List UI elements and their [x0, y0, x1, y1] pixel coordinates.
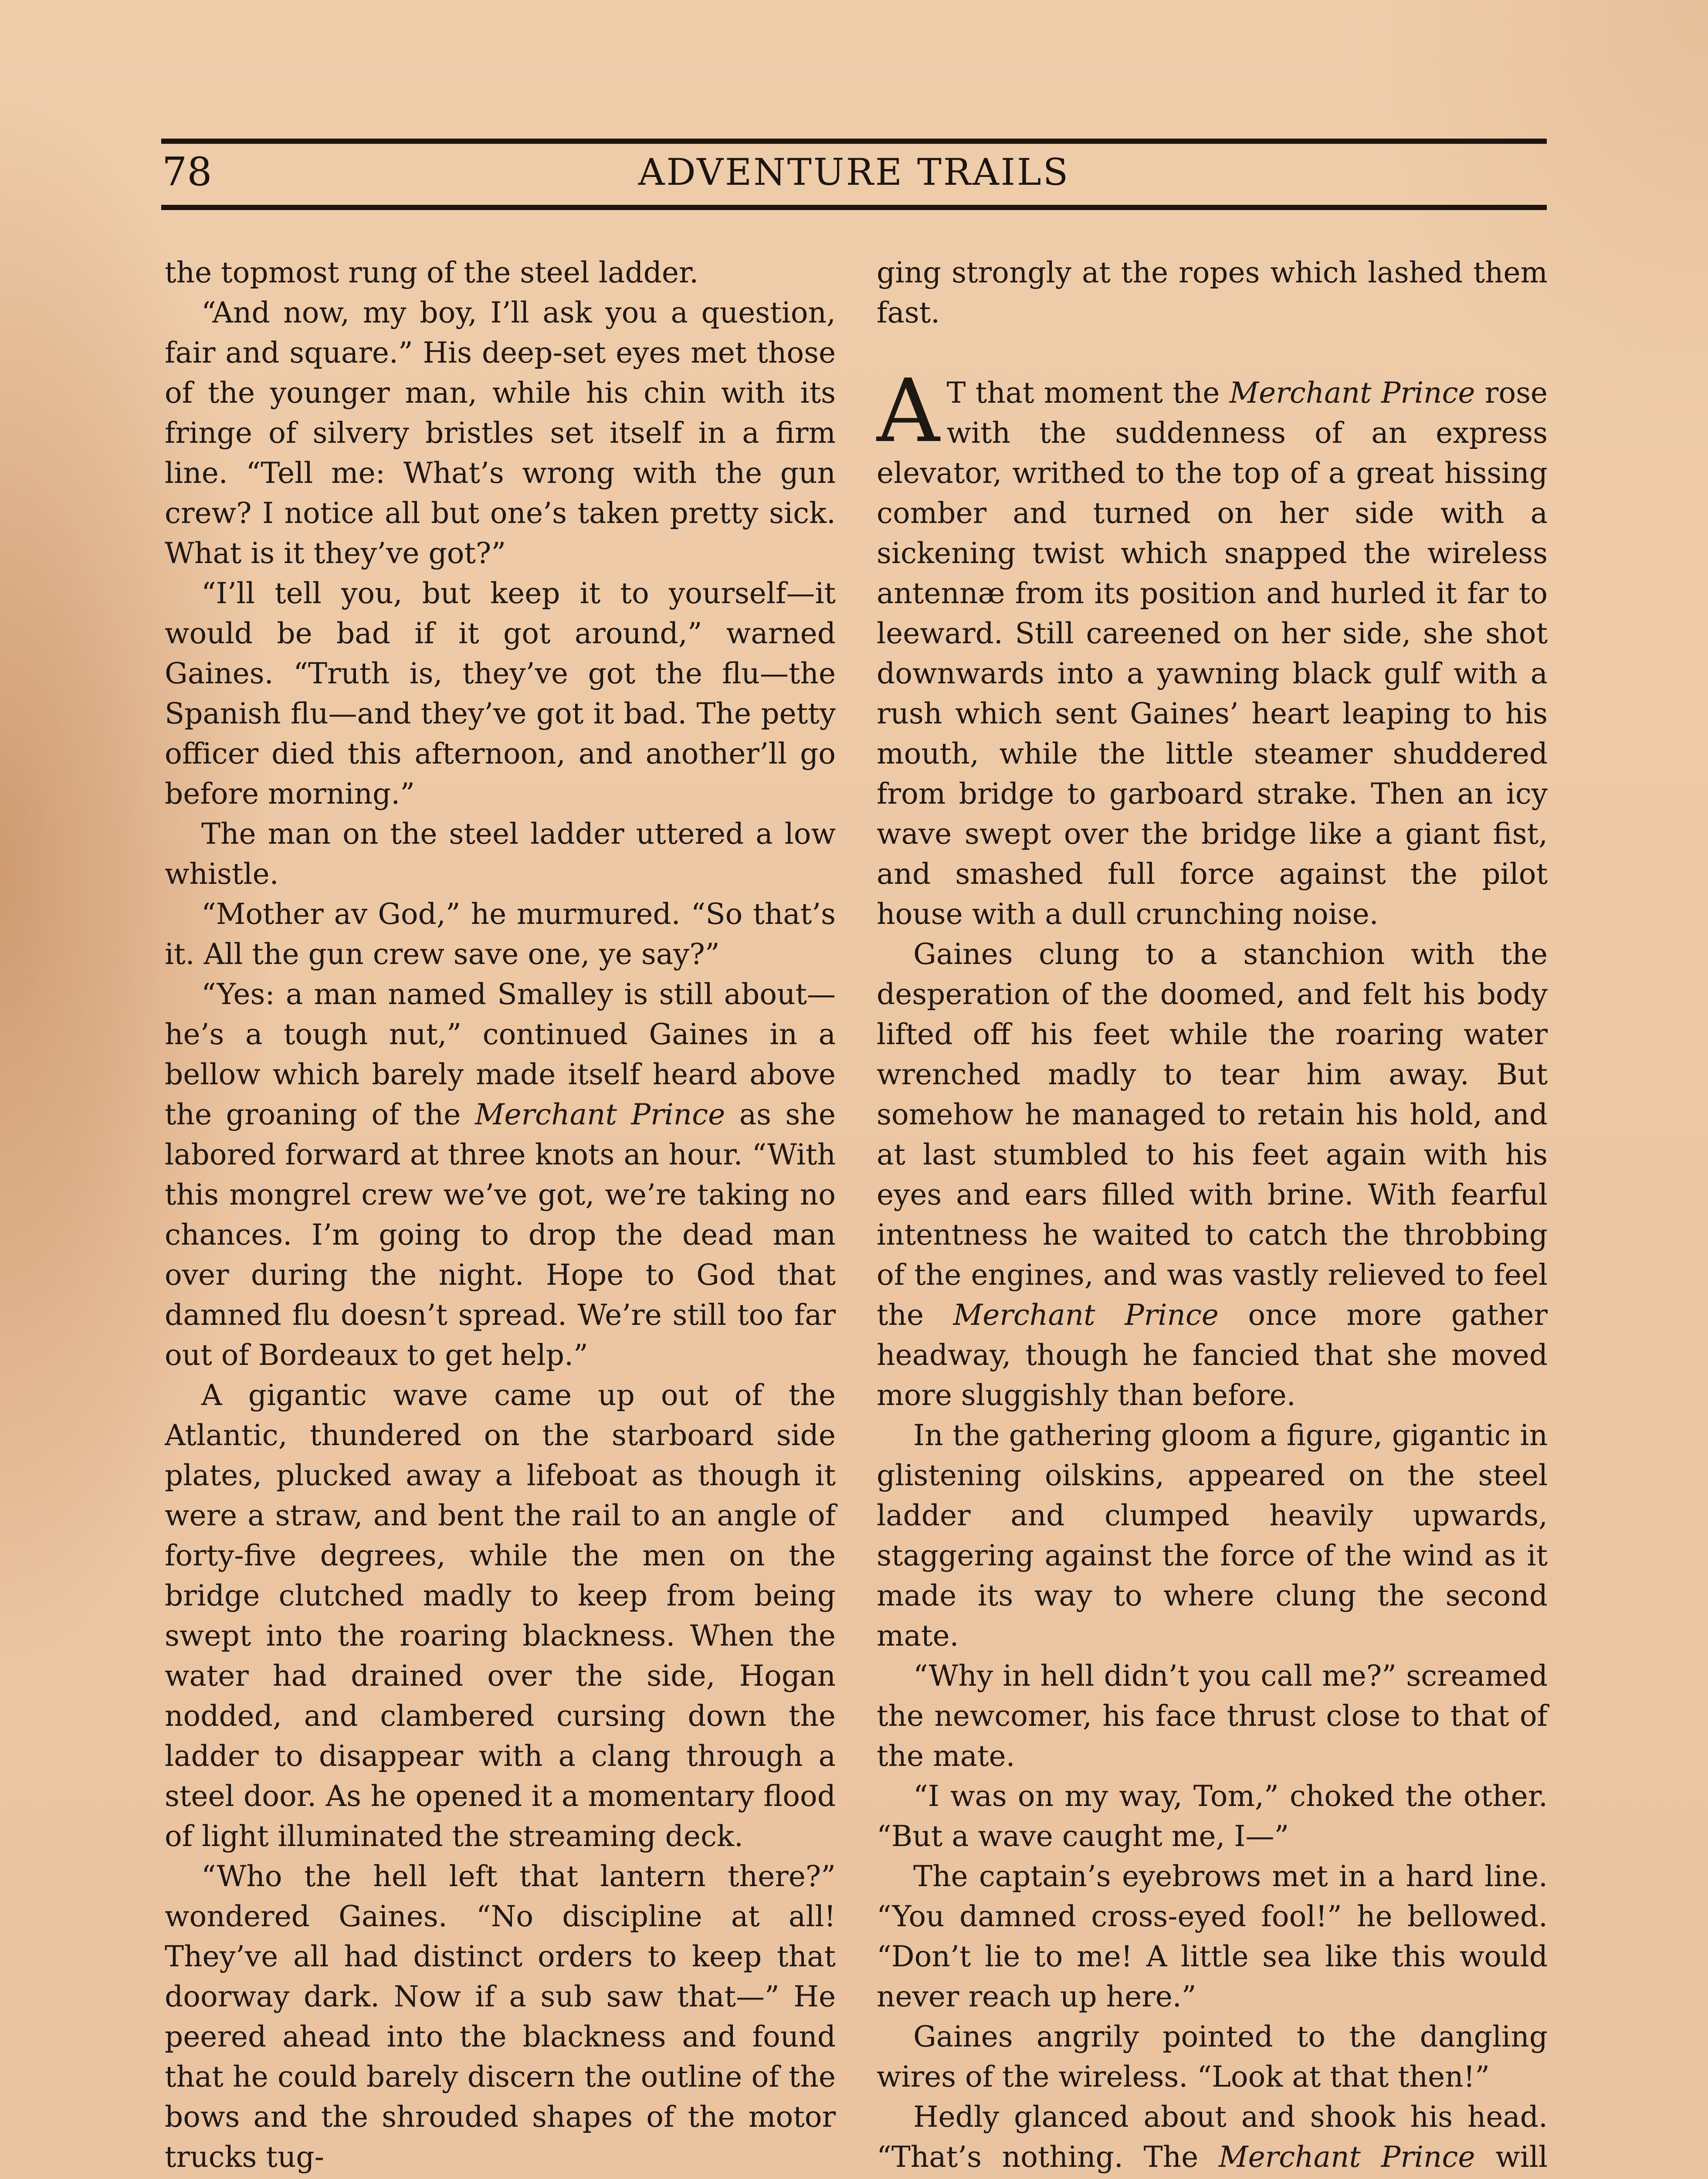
ship-name: Merchant Prince	[1218, 2140, 1475, 2174]
paragraph	[165, 974, 836, 1375]
paragraph: The captain’s eyebrows met in a hard line. “You damned cross-eyed fool!” he bellowed. “Don’t lie to me! A little sea like this would never reach up here.”	[877, 1860, 1548, 2013]
ship-name: Merchant Prince	[1229, 376, 1475, 410]
paragraph	[877, 2097, 1548, 2179]
paragraph: A gigantic wave came up out of the Atlantic, thundered on the starboard side plates, plucked away a lifeboat as though it were a straw, and bent the rail to an angle of forty-five degrees, while the men on the bridge clutched madly to keep from being swept into the roaring blackness. When the water had drained over the side, Hogan nodded, and clambered cursing down the ladder to disappear with a clang through a steel door. As he opened it a momentary flood of light illuminated the streaming deck.	[165, 1378, 836, 1853]
paragraph-text: “Yes: a man named Smalley is still about—he’s a tough nut,” continued Gaines in a bellow which barely made itself heard above the groaning of the	[165, 977, 836, 1131]
left-column	[165, 253, 836, 2177]
paragraph-text: rose with the suddenness of an express elevator, writhed to the top of a great hissing comber and turned on her side with a sickening twist which snapped the wireless antennæ from its position and hurled it far to leeward. Still careened on her side, she shot downwards into a yawning black gulf with a rush which sent Gaines’ heart leaping to his mouth, while the little steamer shuddered from bridge to garboard strake. Then an icy wave swept over the bridge like a giant fist, and smashed full force against the pilot house with a dull crunching noise.	[877, 376, 1548, 931]
paragraph-text: Hedly glanced about and shook his head. “That’s nothing. The	[877, 2100, 1548, 2174]
right-column	[877, 253, 1548, 2179]
paragraph-text: Gaines clung to a stanchion with the desperation of the doomed, and felt his body lifted off his feet while the roaring water wrenched madly to tear him away. But somehow he managed to retain his hold, and at last stumbled to his feet again with his eyes and ears filled with brine. With fearful intentness he waited to catch the throbbing of the engines, and was vastly relieved to feel the	[877, 937, 1548, 1332]
paragraph: the topmost rung of the steel ladder.	[165, 256, 699, 289]
paragraph: “And now, my boy, I’ll ask you a question, fair and square.” His deep-set eyes met those of the younger man, while his chin with its fringe of silvery bristles set itself in a firm line. “Tell me: What’s wrong with the gun crew? I notice all but one’s taken pretty sick. What is it they’ve got?”	[165, 296, 836, 570]
running-head: ADVENTURE TRAILS	[638, 151, 1070, 193]
header-rule-top	[161, 139, 1547, 144]
paragraph: “Who the hell left that lantern there?” wondered Gaines. “No discipline at all! They’ve all had distinct orders to keep that doorway dark. Now if a sub saw that—” He peered ahead into the blackness and found that he could barely discern the outline of the bows and the shrouded shapes of the motor trucks tug-	[165, 1860, 836, 2174]
paragraph-text: as she labored forward at three knots an hour. “With this mongrel crew we’ve got, we’re taking no chances. I’m going to drop the dead man over during the night. Hope to God that damned flu doesn’t spread. We’re still too far out of Bordeaux to get help.”	[165, 1098, 836, 1372]
paragraph-text: T that moment the	[946, 376, 1230, 410]
drop-cap: A	[877, 360, 940, 462]
paragraph: “I was on my way, Tom,” choked the other. “But a wave caught me, I—”	[877, 1779, 1548, 1853]
paragraph: ging strongly at the ropes which lashed them fast.	[877, 256, 1548, 329]
page-number: 78	[162, 149, 212, 195]
paragraph: “I’ll tell you, but keep it to yourself—it would be bad if it got around,” warned Gaines. “Truth is, they’ve got the flu—the Spanish flu—and they’ve got it bad. The petty officer died this afternoon, and another’ll go before morning.”	[165, 577, 836, 811]
paragraph	[877, 934, 1548, 1415]
paragraph: The man on the steel ladder uttered a low whistle.	[165, 817, 836, 891]
paragraph-text: once more gather headway, though he fancied that she moved more sluggishly than before.	[877, 1298, 1548, 1412]
paragraph: In the gathering gloom a figure, gigantic in glistening oilskins, appeared on the steel ladder and clumped heavily upwards, staggering against the force of the wind as it made its way to where clung the second mate.	[877, 1419, 1548, 1653]
ship-name: Merchant Prince	[474, 1098, 725, 1131]
header-rule-bottom	[161, 205, 1547, 210]
paragraph-text: will	[1495, 2140, 1548, 2174]
paragraph: “Why in hell didn’t you call me?” screamed the newcomer, his face thrust close to that of the mate.	[877, 1659, 1548, 1773]
paragraph	[877, 360, 1548, 934]
paragraph: Gaines angrily pointed to the dangling wires of the wireless. “Look at that then!”	[877, 2020, 1548, 2094]
ship-name: Merchant Prince	[953, 1298, 1219, 1332]
paragraph: “Mother av God,” he murmured. “So that’s it. All the gun crew save one, ye say?”	[165, 897, 836, 971]
